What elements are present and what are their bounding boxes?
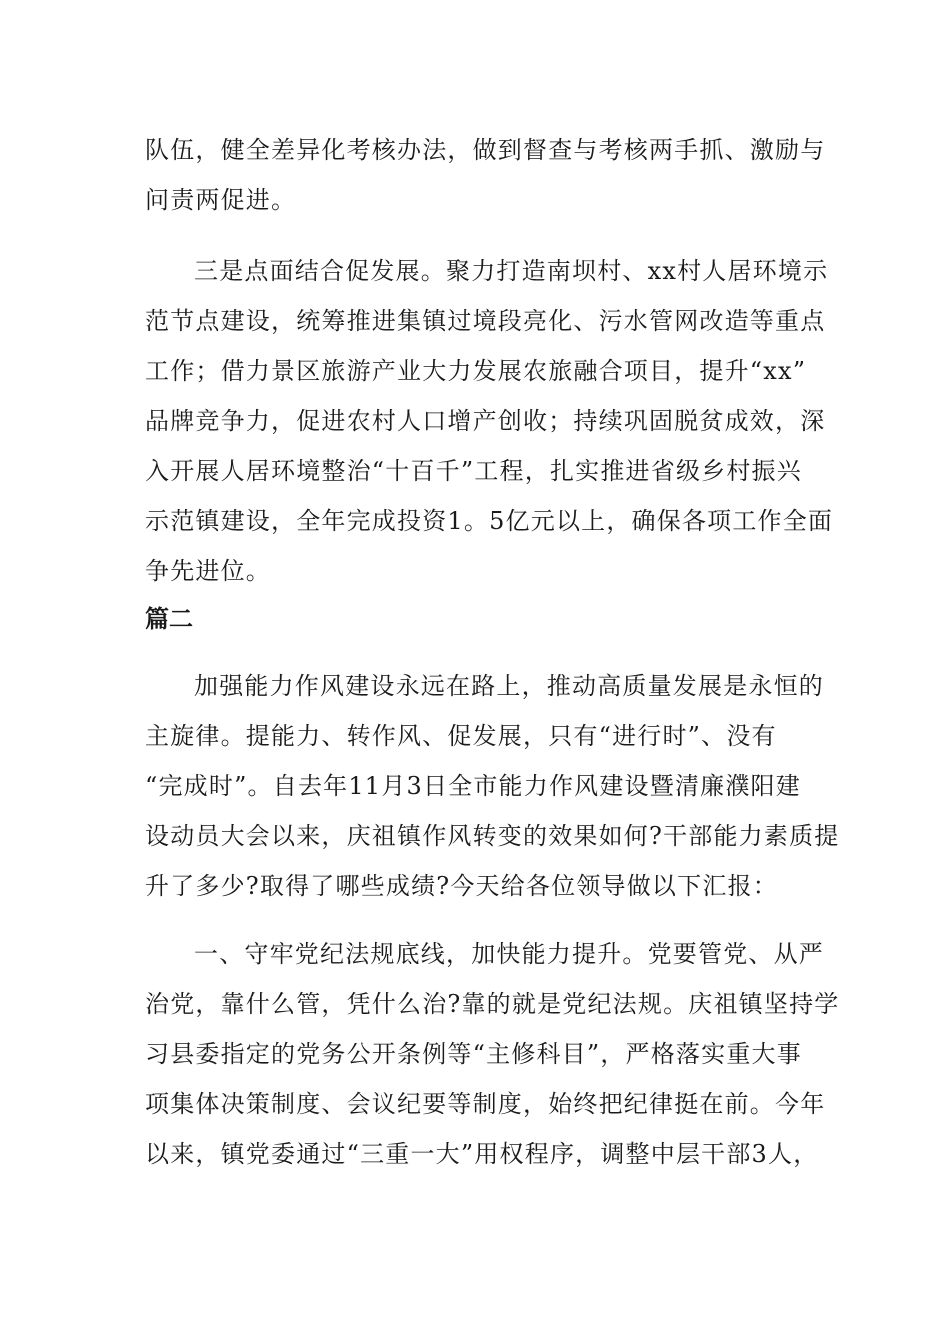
- text-line: 示范镇建设，全年完成投资1。5亿元以上，确保各项工作全面: [145, 507, 834, 535]
- text-line: 队伍，健全差异化考核办法，做到督查与考核两手抓、激励与: [145, 136, 826, 164]
- text-line: 三是点面结合促发展。聚力打造南坝村、xx村人居环境示: [194, 257, 829, 285]
- section-heading: 篇二: [145, 605, 193, 633]
- text-line: 设动员大会以来，庆祖镇作风转变的效果如何?干部能力素质提: [145, 822, 840, 850]
- text-line: 升了多少?取得了哪些成绩?今天给各位领导做以下汇报：: [145, 872, 778, 900]
- text-line: 项集体决策制度、会议纪要等制度，始终把纪律挺在前。今年: [145, 1090, 826, 1118]
- text-line: 习县委指定的党务公开条例等“主修科目”，严格落实重大事: [145, 1040, 802, 1068]
- text-line: 主旋律。提能力、转作风、促发展，只有“进行时”、没有: [145, 722, 777, 750]
- text-line: 范节点建设，统筹推进集镇过境段亮化、污水管网改造等重点: [145, 307, 826, 335]
- text-line: 品牌竞争力，促进农村人口增产创收；持续巩固脱贫成效，深: [145, 407, 826, 435]
- text-line: “完成时”。自去年11月3日全市能力作风建设暨清廉濮阳建: [145, 772, 801, 800]
- text-line: 以来，镇党委通过“三重一大”用权程序，调整中层干部3人，: [145, 1140, 819, 1168]
- text-line: 治党，靠什么管，凭什么治?靠的就是党纪法规。庆祖镇坚持学: [145, 990, 840, 1018]
- text-line: 工作；借力景区旅游产业大力发展农旅融合项目，提升“xx”: [145, 357, 807, 385]
- text-line: 一、守牢党纪法规底线，加快能力提升。党要管党、从严: [194, 940, 824, 968]
- text-line: 争先进位。: [145, 557, 271, 585]
- text-line: 入开展人居环境整治“十百千”工程，扎实推进省级乡村振兴: [145, 457, 802, 485]
- text-line: 加强能力作风建设永远在路上，推动高质量发展是永恒的: [194, 672, 824, 700]
- text-line: 问责两促进。: [145, 186, 297, 214]
